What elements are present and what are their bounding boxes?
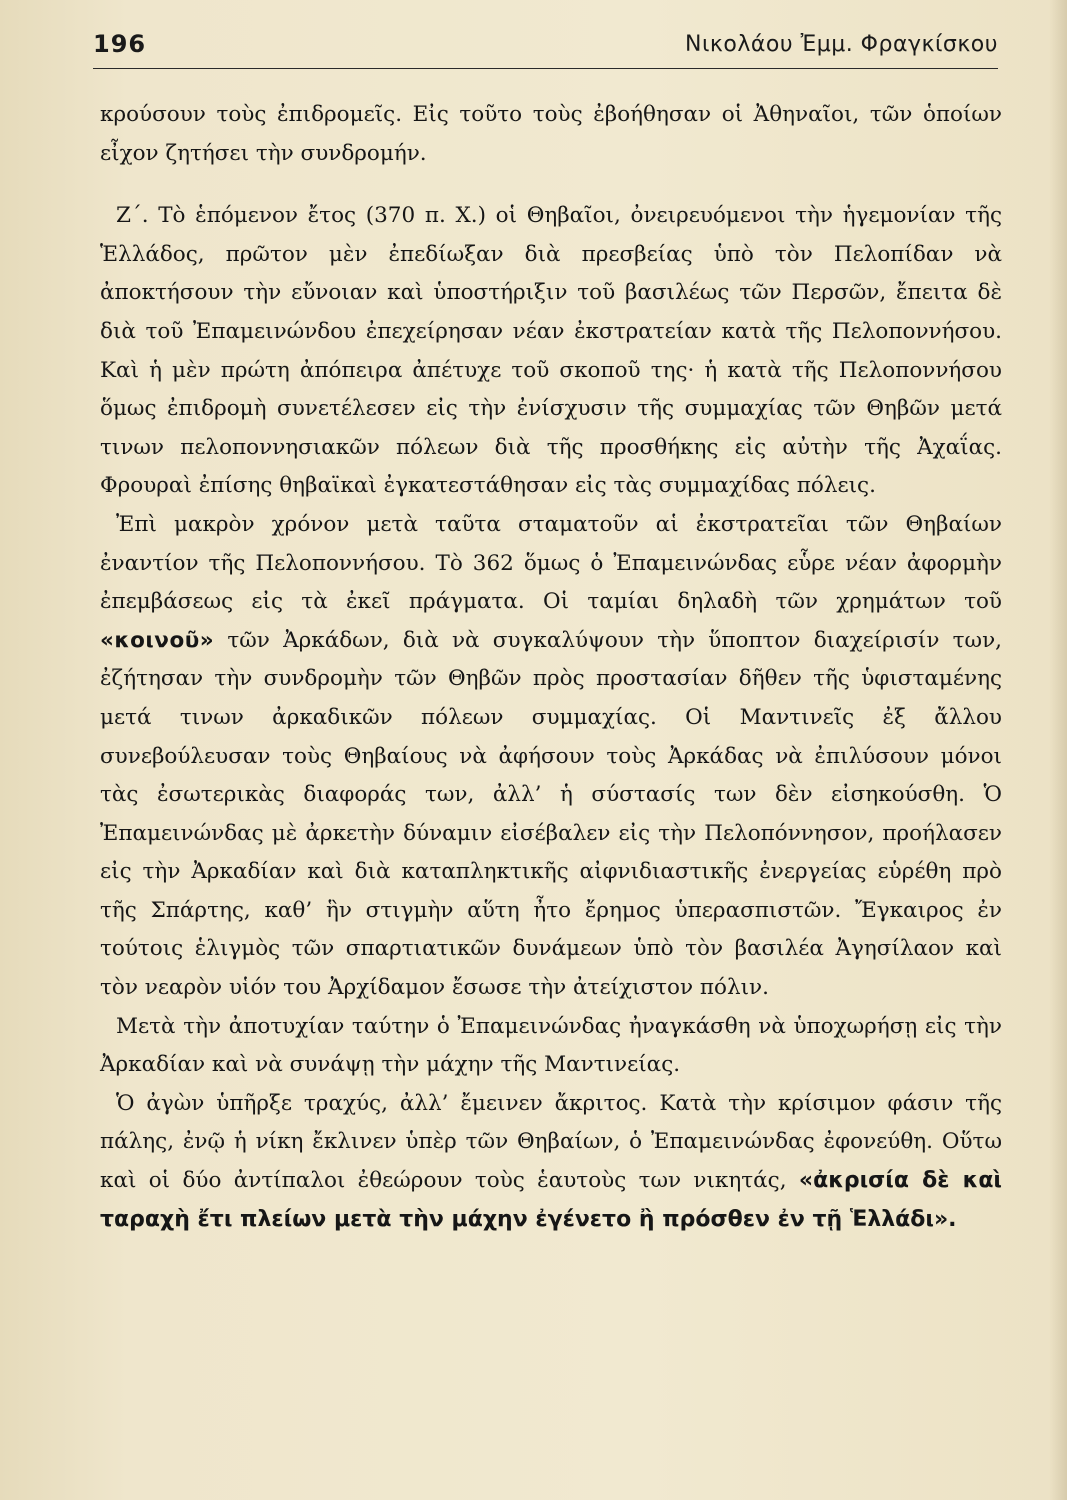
bold-quotation: «ἀκρισία δὲ καὶ ταραχὴ ἔτι πλείων μετὰ τὴν μάχην ἐγένετο ἢ πρόσθεν ἐν τῇ Ἑλλάδι». xyxy=(100,1168,1003,1232)
page-header xyxy=(93,20,998,68)
paragraph-3-text-start: Ἐπὶ μακρὸν χρόνον μετὰ ταῦτα σταματοῦν αἱ ἐκστρατεῖαι τῶν Θηβαίων ἐναντίον τῆς Πελοποννήσου. Τὸ 362 ὅμως ὁ Ἐπαμεινώνδας εὗρε νέαν ἀφορμὴν ἐπεμβάσεως εἰς τὰ ἐκεῖ πράγματα. Οἱ ταμίαι δηλαδὴ τῶν χρημάτων τοῦ xyxy=(100,511,1002,615)
paragraph-gap xyxy=(100,173,1002,197)
koinou-emphasis: «κοινοῦ» xyxy=(100,627,215,653)
page-edge-shadow xyxy=(1049,0,1067,1500)
paragraph-5 xyxy=(100,1085,1002,1239)
paragraph-2: Ζ΄. Τὸ ἑπόμενον ἔτος (370 π. Χ.) οἱ Θηβαῖοι, ὀνειρευόμενοι τὴν ἡγεμονίαν τῆς Ἑλλάδος, πρῶτον μὲν ἐπεδίωξαν διὰ πρεσβείας ὑπὸ τὸν Πελοπίδαν νὰ ἀποκτήσουν τὴν εὔνοιαν καὶ ὑποστήριξιν τοῦ βασιλέως τῶν Περσῶν, ἔπειτα δὲ διὰ τοῦ Ἐπαμεινώνδου ἐπεχείρησαν νέαν ἐκστρατείαν κατὰ τῆς Πελοποννήσου. Καὶ ἡ μὲν πρώτη ἀπόπειρα ἀπέτυχε τοῦ σκοποῦ της· ἡ κατὰ τῆς Πελοποννήσου ὅμως ἐπιδρομὴ συνετέλεσεν εἰς τὴν ἐνίσχυσιν τῆς συμμαχίας τῶν Θηβῶν μετά τινων πελοποννησιακῶν πόλεων διὰ τῆς προσθήκης εἰς αὐτὴν τῆς Ἀχαΐας. Φρουραὶ ἐπίσης θηβαϊκαὶ ἐγκατεστάθησαν εἰς τὰς συμμαχίδας πόλεις. xyxy=(100,203,1002,499)
paragraph-4: Μετὰ τὴν ἀποτυχίαν ταύτην ὁ Ἐπαμεινώνδας ἠναγκάσθη νὰ ὑποχωρήσῃ εἰς τὴν Ἀρκαδίαν καὶ νὰ συνάψῃ τὴν μάχην τῆς Μαντινείας. xyxy=(100,1013,1002,1078)
running-head: Νικολάου Ἐμμ. Φραγκίσκου xyxy=(685,32,998,57)
paragraph-5-text: Ὁ ἀγὼν ὑπῆρξε τραχύς, ἀλλ’ ἔμεινεν ἄκριτος. Κατὰ τὴν κρίσιμον φάσιν τῆς πάλης, ἐνῷ ἡ νίκη ἔκλινεν ὑπὲρ τῶν Θηβαίων, ὁ Ἐπαμεινώνδας ἐφονεύθη. Οὕτω καὶ οἱ δύο ἀντίπαλοι ἐθεώρουν τοὺς ἑαυτοὺς των νικητάς, xyxy=(100,1090,1002,1194)
page-number: 196 xyxy=(93,30,147,58)
header-rule xyxy=(93,68,998,69)
paragraph-1: κρούσουν τοὺς ἐπιδρομεῖς. Εἰς τοῦτο τοὺς ἐβοήθησαν οἱ Ἀθηναῖοι, τῶν ὁποίων εἶχον ζητήσει τὴν συνδρομήν. xyxy=(100,102,1002,166)
paragraph-3-text-end: τῶν Ἀρκάδων, διὰ νὰ συγκαλύψουν τὴν ὕποπτον διαχείρισίν των, ἐζήτησαν τὴν συνδρομὴν τῶν Θηβῶν πρὸς προστασίαν δῆθεν τῆς ὑφισταμένης μετά τινων ἀρκαδικῶν πόλεων συμμαχίας. Οἱ Μαντινεῖς ἐξ ἄλλου συνεβούλευσαν τοὺς Θηβαίους νὰ ἀφήσουν τοὺς Ἀρκάδας νὰ ἐπιλύσουν μόνοι τὰς ἐσωτερικὰς διαφοράς των, ἀλλ’ ἡ σύστασίς των δὲν εἰσηκούσθη. Ὁ Ἐπαμεινώνδας μὲ ἀρκετὴν δύναμιν εἰσέβαλεν εἰς τὴν Πελοπόννησον, προήλασεν εἰς τὴν Ἀρκαδίαν καὶ διὰ καταπληκτικῆς αἰφνιδιαστικῆς ἐνεργείας εὑρέθη πρὸ τῆς Σπάρτης, καθ’ ἣν στιγμὴν αὕτη ἦτο ἔρημος ὑπερασπιστῶν. Ἔγκαιρος ἐν τούτοις ἑλιγμὸς τῶν σπαρτιατικῶν δυνάμεων ὑπὸ τὸν βασιλέα Ἀγησίλαον καὶ τὸν νεαρὸν υἱόν του Ἀρχίδαμον ἔσωσε τὴν ἀτείχιστον πόλιν. xyxy=(100,627,1002,1001)
paragraph-3 xyxy=(100,506,1002,1008)
body-text xyxy=(100,96,1002,1239)
